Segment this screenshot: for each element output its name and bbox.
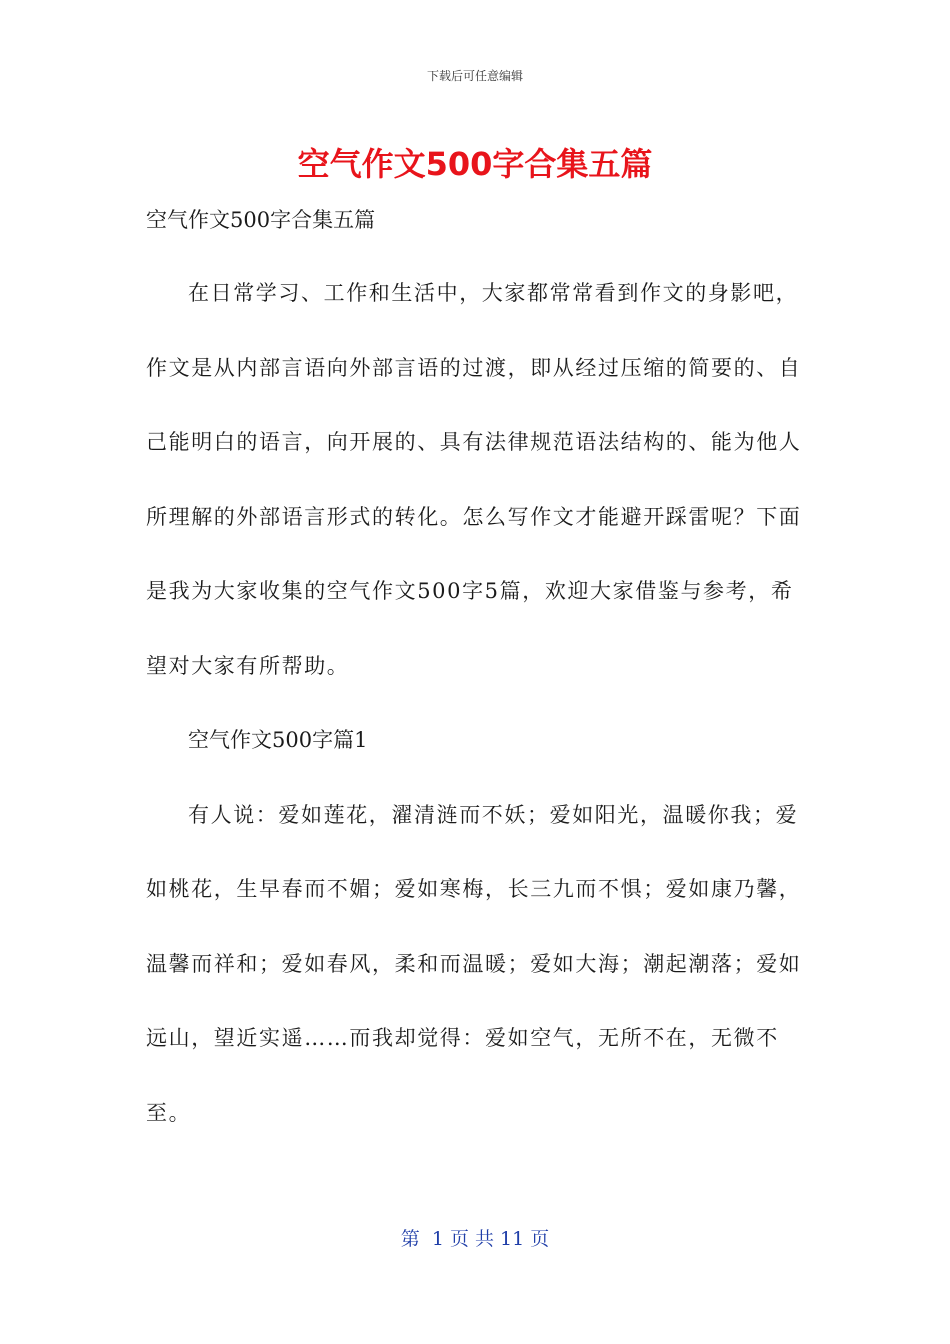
document-body	[146, 198, 806, 1150]
page-number-footer: 第 1 页 共 11 页	[400, 1228, 550, 1250]
document-title: 空气作文500字合集五篇	[297, 145, 653, 183]
section-heading: 空气作文500字篇1	[188, 728, 368, 752]
section-paragraph: 有人说：爱如莲花，濯清涟而不妖；爱如阳光，温暖你我；爱如桃花，生早春而不媚；爱如寒梅，长三九而不惧；爱如康乃馨，温馨而祥和；爱如春风，柔和而温暖；爱如大海；潮起潮落；爱如远山，望近实遥……而我却觉得：爱如空气，无所不在，无微不至。	[146, 802, 802, 1125]
document-subtitle: 空气作文500字合集五篇	[146, 208, 376, 232]
intro-paragraph: 在日常学习、工作和生活中，大家都常常看到作文的身影吧，作文是从内部言语向外部言语的过渡，即从经过压缩的简要的、自己能明白的语言，向开展的、具有法律规范语法结构的、能为他人所理解的外部语言形式的转化。怎么写作文才能避开踩雷呢？下面是我为大家收集的空气作文500字5篇，欢迎大家借鉴与参考，希望对大家有所帮助。	[146, 281, 802, 678]
page-header: 下载后可任意编辑	[426, 69, 523, 83]
